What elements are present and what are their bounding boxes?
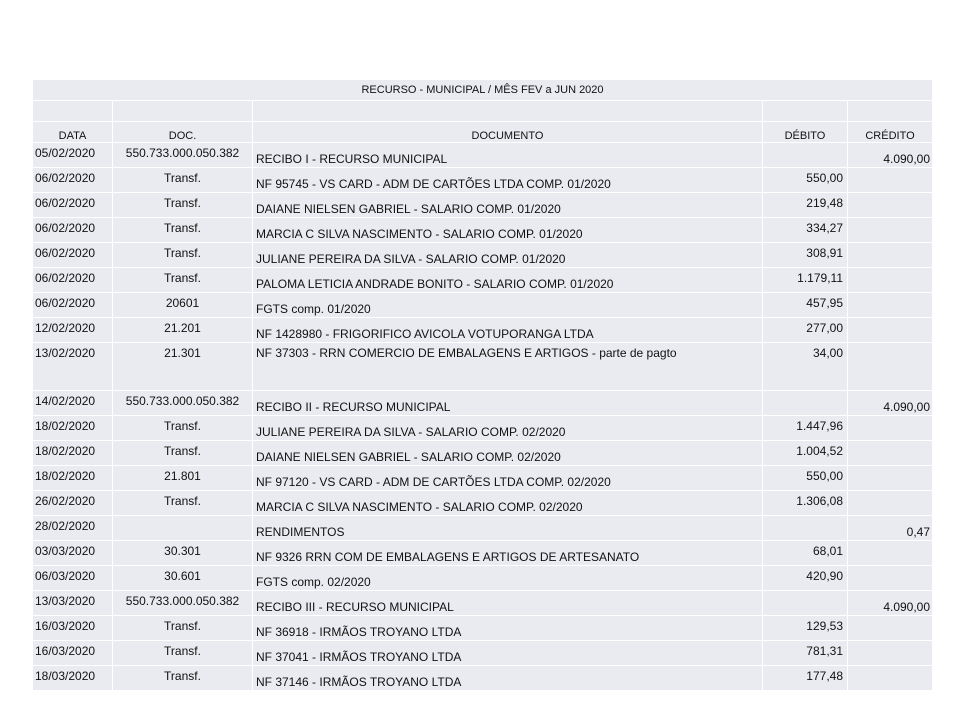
cell-credit (848, 193, 933, 218)
cell-doc: 550.733.000.050.382 (113, 391, 253, 416)
cell-desc: JULIANE PEREIRA DA SILVA - SALARIO COMP. 02/2020 (253, 416, 763, 441)
table-row (33, 491, 933, 516)
table-row (33, 293, 933, 318)
cell-debit: 34,00 (763, 343, 848, 391)
cell-date: 06/02/2020 (33, 218, 113, 243)
cell-doc: 30.301 (113, 541, 253, 566)
cell-debit (763, 143, 848, 168)
cell-date: 16/03/2020 (33, 616, 113, 641)
blank-cell (848, 101, 933, 122)
cell-date: 06/02/2020 (33, 293, 113, 318)
cell-desc: RECIBO II - RECURSO MUNICIPAL (253, 391, 763, 416)
cell-credit (848, 616, 933, 641)
table-row (33, 268, 933, 293)
cell-credit (848, 218, 933, 243)
cell-credit (848, 441, 933, 466)
title-row (33, 80, 933, 101)
blank-cell (113, 101, 253, 122)
cell-credit (848, 318, 933, 343)
cell-date: 16/03/2020 (33, 641, 113, 666)
cell-doc: 21.301 (113, 343, 253, 391)
blank-cell (33, 101, 113, 122)
header-credit: CRÉDITO (848, 122, 933, 143)
cell-credit (848, 293, 933, 318)
table-row (33, 666, 933, 691)
cell-doc: Transf. (113, 168, 253, 193)
cell-date: 06/03/2020 (33, 566, 113, 591)
table-row (33, 441, 933, 466)
cell-date: 26/02/2020 (33, 491, 113, 516)
cell-date: 13/02/2020 (33, 343, 113, 391)
cell-desc: NF 37303 - RRN COMERCIO DE EMBALAGENS E ARTIGOS - parte de pagto (253, 343, 763, 391)
cell-doc: Transf. (113, 268, 253, 293)
cell-date: 18/02/2020 (33, 466, 113, 491)
cell-date: 06/02/2020 (33, 168, 113, 193)
cell-credit (848, 416, 933, 441)
cell-credit (848, 491, 933, 516)
cell-date: 06/02/2020 (33, 243, 113, 268)
table-row (33, 616, 933, 641)
table-row (33, 566, 933, 591)
table-row (33, 591, 933, 616)
cell-date: 03/03/2020 (33, 541, 113, 566)
cell-credit (848, 243, 933, 268)
blank-cell (253, 101, 763, 122)
cell-date: 05/02/2020 (33, 143, 113, 168)
cell-doc: Transf. (113, 243, 253, 268)
cell-debit: 1.306,08 (763, 491, 848, 516)
cell-date: 18/02/2020 (33, 441, 113, 466)
cell-desc: RENDIMENTOS (253, 516, 763, 541)
ledger-sheet (33, 80, 933, 691)
cell-doc: Transf. (113, 218, 253, 243)
cell-credit: 4.090,00 (848, 391, 933, 416)
table-row (33, 193, 933, 218)
cell-desc: PALOMA LETICIA ANDRADE BONITO - SALARIO COMP. 01/2020 (253, 268, 763, 293)
cell-debit: 1.447,96 (763, 416, 848, 441)
cell-credit (848, 666, 933, 691)
cell-debit: 1.004,52 (763, 441, 848, 466)
table-row (33, 541, 933, 566)
cell-debit: 1.179,11 (763, 268, 848, 293)
cell-debit: 550,00 (763, 466, 848, 491)
cell-desc: NF 95745 - VS CARD - ADM DE CARTÕES LTDA COMP. 01/2020 (253, 168, 763, 193)
cell-date: 18/03/2020 (33, 666, 113, 691)
cell-date: 14/02/2020 (33, 391, 113, 416)
table-row (33, 516, 933, 541)
cell-debit: 277,00 (763, 318, 848, 343)
table-row (33, 143, 933, 168)
sheet-title: RECURSO - MUNICIPAL / MÊS FEV a JUN 2020 (33, 80, 933, 101)
table-row (33, 416, 933, 441)
cell-debit: 177,48 (763, 666, 848, 691)
cell-debit (763, 391, 848, 416)
cell-credit (848, 268, 933, 293)
cell-desc: RECIBO I - RECURSO MUNICIPAL (253, 143, 763, 168)
cell-credit (848, 541, 933, 566)
cell-credit: 4.090,00 (848, 591, 933, 616)
cell-doc: Transf. (113, 193, 253, 218)
cell-desc: JULIANE PEREIRA DA SILVA - SALARIO COMP. 01/2020 (253, 243, 763, 268)
cell-credit (848, 641, 933, 666)
cell-doc (113, 516, 253, 541)
blank-cell (763, 101, 848, 122)
cell-debit: 550,00 (763, 168, 848, 193)
cell-doc: 21.201 (113, 318, 253, 343)
cell-debit: 781,31 (763, 641, 848, 666)
table-row (33, 391, 933, 416)
cell-date: 06/02/2020 (33, 193, 113, 218)
table-row (33, 318, 933, 343)
table-row (33, 243, 933, 268)
cell-desc: NF 97120 - VS CARD - ADM DE CARTÕES LTDA COMP. 02/2020 (253, 466, 763, 491)
cell-desc: FGTS comp. 02/2020 (253, 566, 763, 591)
table-row (33, 343, 933, 391)
ledger-body (33, 80, 933, 691)
cell-date: 18/02/2020 (33, 416, 113, 441)
cell-desc: DAIANE NIELSEN GABRIEL - SALARIO COMP. 02/2020 (253, 441, 763, 466)
cell-date: 12/02/2020 (33, 318, 113, 343)
cell-desc: MARCIA C SILVA NASCIMENTO - SALARIO COMP. 02/2020 (253, 491, 763, 516)
cell-desc: NF 37146 - IRMÃOS TROYANO LTDA (253, 666, 763, 691)
cell-desc: FGTS comp. 01/2020 (253, 293, 763, 318)
cell-date: 06/02/2020 (33, 268, 113, 293)
header-debit: DÉBITO (763, 122, 848, 143)
table-row (33, 218, 933, 243)
cell-desc: MARCIA C SILVA NASCIMENTO - SALARIO COMP. 01/2020 (253, 218, 763, 243)
cell-credit (848, 466, 933, 491)
cell-doc: Transf. (113, 666, 253, 691)
cell-debit: 68,01 (763, 541, 848, 566)
cell-debit: 457,95 (763, 293, 848, 318)
header-document: DOCUMENTO (253, 122, 763, 143)
cell-credit: 4.090,00 (848, 143, 933, 168)
table-row (33, 466, 933, 491)
cell-credit (848, 168, 933, 193)
cell-debit: 219,48 (763, 193, 848, 218)
cell-desc: RECIBO III - RECURSO MUNICIPAL (253, 591, 763, 616)
cell-doc: Transf. (113, 491, 253, 516)
header-row (33, 122, 933, 143)
header-doc: DOC. (113, 122, 253, 143)
cell-doc: 550.733.000.050.382 (113, 143, 253, 168)
cell-desc: DAIANE NIELSEN GABRIEL - SALARIO COMP. 01/2020 (253, 193, 763, 218)
cell-credit (848, 566, 933, 591)
cell-debit: 420,90 (763, 566, 848, 591)
cell-credit: 0,47 (848, 516, 933, 541)
blank-row (33, 101, 933, 122)
cell-desc: NF 36918 - IRMÃOS TROYANO LTDA (253, 616, 763, 641)
cell-doc: 30.601 (113, 566, 253, 591)
cell-date: 28/02/2020 (33, 516, 113, 541)
cell-doc: Transf. (113, 616, 253, 641)
cell-debit (763, 591, 848, 616)
cell-doc: Transf. (113, 441, 253, 466)
cell-doc: Transf. (113, 416, 253, 441)
cell-desc: NF 1428980 - FRIGORIFICO AVICOLA VOTUPORANGA LTDA (253, 318, 763, 343)
cell-doc: 21.801 (113, 466, 253, 491)
cell-debit (763, 516, 848, 541)
header-date: DATA (33, 122, 113, 143)
cell-date: 13/03/2020 (33, 591, 113, 616)
cell-desc: NF 37041 - IRMÃOS TROYANO LTDA (253, 641, 763, 666)
cell-desc: NF 9326 RRN COM DE EMBALAGENS E ARTIGOS DE ARTESANATO (253, 541, 763, 566)
cell-doc: 550.733.000.050.382 (113, 591, 253, 616)
ledger-table (33, 80, 933, 691)
cell-debit: 308,91 (763, 243, 848, 268)
cell-doc: Transf. (113, 641, 253, 666)
cell-debit: 334,27 (763, 218, 848, 243)
table-row (33, 641, 933, 666)
cell-debit: 129,53 (763, 616, 848, 641)
cell-doc: 20601 (113, 293, 253, 318)
table-row (33, 168, 933, 193)
cell-credit (848, 343, 933, 391)
